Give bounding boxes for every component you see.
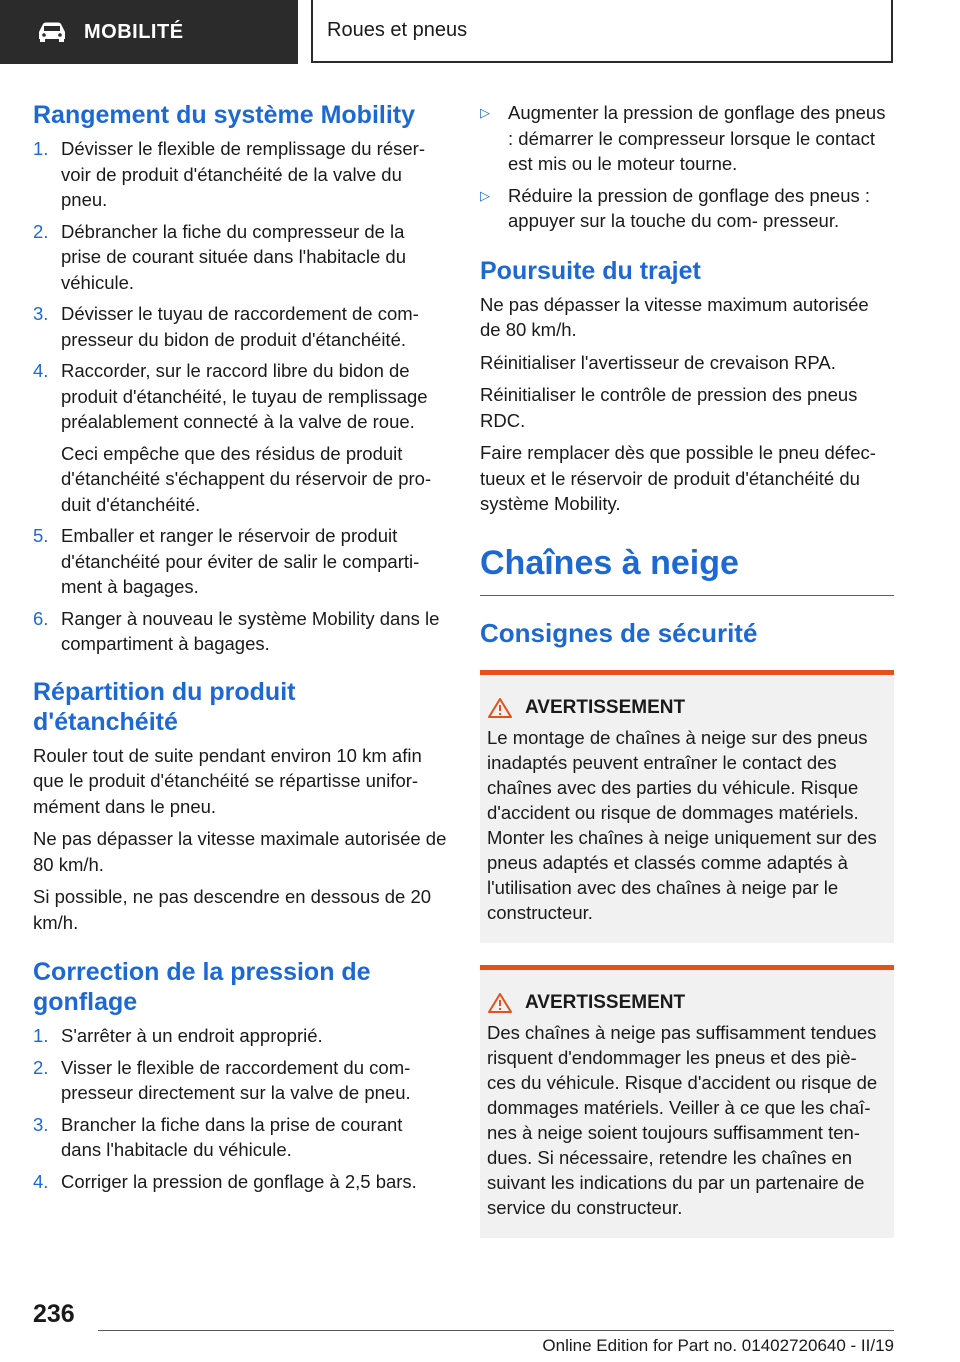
paragraph: Réinitialiser l'avertisseur de crevaison RPA. [480,351,836,373]
paragraph: Ne pas dépasser la vitesse maximum autorisée de 80 km/h. [480,293,869,340]
warning-text: Le montage de chaînes à neige sur des pneus inadaptés peuvent entraîner le contact des chaînes avec des parties du véhicule. Risque d'accident ou risque de dommages matériels. Monter les chaînes à neige uniquement sur des pneus adaptés et classés comme adaptés à l'utilisation avec des chaînes à neige par le constructeur. [487,726,877,923]
footer-divider [98,1330,894,1331]
section-label: MOBILITÉ [84,20,184,43]
warning-title: AVERTISSEMENT [487,992,887,1014]
correction-steps [33,1023,447,1194]
list-item: 6. Ranger à nouveau le système Mobility dans le compartiment à bagages. [33,607,440,654]
paragraph: Si possible, ne pas descendre en dessous de 20 km/h. [33,886,432,933]
right-column [480,100,894,1260]
warning-title: AVERTISSEMENT [487,697,887,719]
page-number: 236 [33,1300,75,1328]
paragraph: Ne pas dépasser la vitesse maximale autorisée de 80 km/h. [33,828,447,875]
edition-note: Online Edition for Part no. 01402720640 - II/19 [542,1336,894,1355]
list-item: 4. Corriger la pression de gonflage à 2,5 bars. [33,1170,417,1192]
storage-steps [33,136,447,435]
warning-triangle-icon [487,697,513,719]
pressure-bullets [480,100,894,234]
bullet-triangle-icon: ▷ [480,105,490,120]
continue-heading: Poursuite du trajet [480,256,701,285]
list-item: ▷ Augmenter la pression de gonflage des pneus : démarrer le compresseur lorsque le contact est mis ou le moteur tourne. [450,100,894,177]
list-item: 2. Visser le flexible de raccordement du com‐ presseur directement sur la valve de pneu. [33,1056,411,1103]
chains-heading: Chaînes à neige [480,543,739,582]
paragraph: Réinitialiser le contrôle de pression des pneus RDC. [480,384,858,431]
distribution-heading: Répartition du produit d'étanchéité [33,677,296,736]
list-item: 2. Débrancher la fiche du compresseur de la prise de courant située dans l'habitacle du véhicule. [33,220,406,293]
section-tab [0,0,298,64]
chapter-heading-block [480,543,894,596]
storage-steps-continued [33,523,447,657]
list-item: 5. Emballer et ranger le réservoir de produit d'étanchéité pour éviter de salir le comparti‐ ment à bagages. [33,525,420,597]
list-item: ▷ Réduire la pression de gonflage des pneus : appuyer sur la touche du com‐ presseur. [450,183,894,234]
chapter-label: Roues et pneus [327,19,468,41]
paragraph: Faire remplacer dès que possible le pneu défec‐ tueux et le réservoir de produit d'étanchéité du système Mobility. [480,442,876,514]
bullet-triangle-icon: ▷ [480,187,490,203]
step-note: Ceci empêche que des résidus de produit d'étanchéité s'échappent du réservoir de pro‐ duit d'étanchéité. [61,442,432,515]
correction-heading: Correction de la pression de gonflage [33,958,371,1016]
warning-text: Des chaînes à neige pas suffisamment tendues risquent d'endommager les pneus et des piè‐ ces du véhicule. Risque d'accident ou risque de dommages matériels. Veiller à ce que les chaî‐ nes à neige soient toujours suffisamment ten‐ dues. Si nécessaire, retendre les chaînes en suivant les indications du par un partenaire de service du constructeur. [487,1021,878,1218]
list-item: 1. Dévisser le flexible de remplissage du réser‐ voir de produit d'étanchéité de la valve du pneu. [33,138,425,210]
list-item: 4. Raccorder, sur le raccord libre du bidon de produit d'étanchéité, le tuyau de remplissage préalablement connecté à la valve de roue. [33,360,428,432]
car-icon [36,21,68,43]
warning-box [480,670,894,943]
paragraph: Rouler tout de suite pendant environ 10 km afin que le produit d'étanchéité se répartisse unifor‐ mément dans le pneu. [33,744,422,817]
list-item: 3. Dévisser le tuyau de raccordement de com‐ presseur du bidon de produit d'étanchéité. [33,303,419,350]
list-item: 1. S'arrêter à un endroit approprié. [33,1025,323,1046]
page-header [0,0,960,66]
left-column [33,100,447,1200]
chapter-tab [311,0,893,63]
storage-heading: Rangement du système Mobility [33,101,416,129]
warning-triangle-icon [487,992,513,1014]
warning-box [480,965,894,1238]
safety-heading: Consignes de sécurité [480,617,758,648]
list-item: 3. Brancher la fiche dans la prise de courant dans l'habitacle du véhicule. [33,1113,403,1160]
